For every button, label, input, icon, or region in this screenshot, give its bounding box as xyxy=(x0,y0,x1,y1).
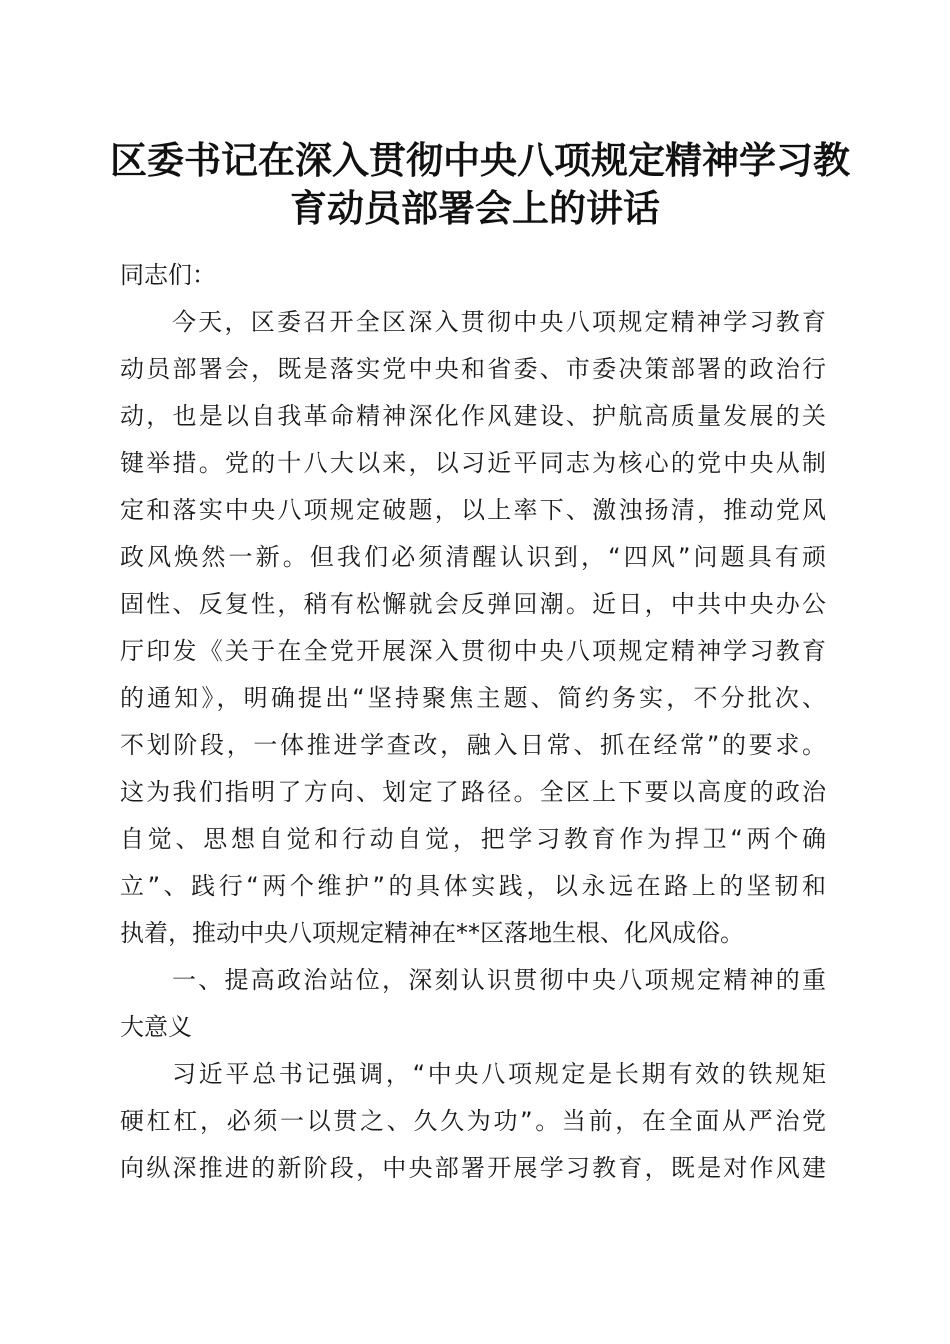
paragraph-line: 动员部署会，既是落实党中央和省委、市委决策部署的政治行 xyxy=(120,355,826,383)
title-line: 育动员部署会上的讲话 xyxy=(290,186,660,230)
salutation: 同志们： xyxy=(120,261,216,289)
paragraph-line: 今天，区委召开全区深入贯彻中央八项规定精神学习教育 xyxy=(172,308,826,336)
paragraph-line: 硬杠杠，必须一以贯之、久久为功”。当前，在全面从严治党 xyxy=(120,1107,826,1135)
document-title xyxy=(110,136,850,232)
document-body xyxy=(120,252,826,1192)
section-heading-line: 一、提高政治站位，深刻认识贯彻中央八项规定精神的重 xyxy=(172,966,826,994)
paragraph-line: 定和落实中央八项规定破题，以上率下、激浊扬清，推动党风 xyxy=(120,496,826,524)
title-line: 区委书记在深入贯彻中央八项规定精神学习教 xyxy=(110,138,850,182)
paragraph-line: 厅印发《关于在全党开展深入贯彻中央八项规定精神学习教育 xyxy=(120,637,826,665)
paragraph-line: 固性、反复性，稍有松懈就会反弹回潮。近日，中共中央办公 xyxy=(120,590,826,618)
paragraph-line: 动，也是以自我革命精神深化作风建设、护航高质量发展的关 xyxy=(120,402,826,430)
paragraph-line: 这为我们指明了方向、划定了路径。全区上下要以高度的政治 xyxy=(120,778,826,806)
paragraph-line: 的通知》，明确提出“坚持聚焦主题、简约务实，不分批次、 xyxy=(120,684,826,712)
paragraph-line: 习近平总书记强调，“中央八项规定是长期有效的铁规矩 xyxy=(172,1060,826,1088)
paragraph-line: 立”、践行“两个维护”的具体实践，以永远在路上的坚韧和 xyxy=(120,872,826,900)
section-heading-line: 大意义 xyxy=(120,1013,192,1041)
paragraph-line: 自觉、思想自觉和行动自觉，把学习教育作为捍卫“两个确 xyxy=(120,825,826,853)
paragraph-line: 不划阶段，一体推进学查改，融入日常、抓在经常”的要求。 xyxy=(120,731,826,759)
paragraph-line: 向纵深推进的新阶段，中央部署开展学习教育，既是对作风建 xyxy=(120,1154,826,1182)
paragraph-line: 键举措。党的十八大以来，以习近平同志为核心的党中央从制 xyxy=(120,449,826,477)
paragraph-line: 执着，推动中央八项规定精神在**区落地生根、化风成俗。 xyxy=(120,919,744,947)
paragraph-line: 政风焕然一新。但我们必须清醒认识到，“四风”问题具有顽 xyxy=(120,543,826,571)
